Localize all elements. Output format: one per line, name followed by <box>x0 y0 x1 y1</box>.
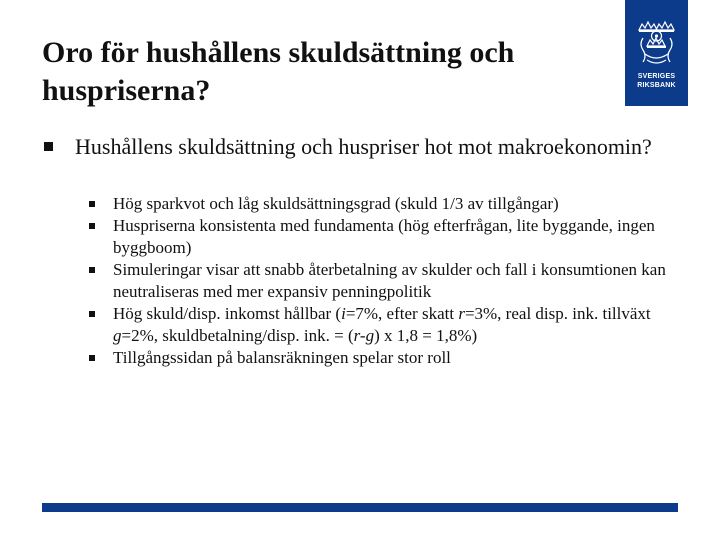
riksbank-logo <box>625 0 688 106</box>
list-item <box>89 193 689 215</box>
list-item <box>89 303 689 347</box>
square-bullet-icon <box>89 267 95 273</box>
logo-text-line1: SVERIGES <box>637 73 676 80</box>
list-item <box>89 259 689 303</box>
sub-bullet-text: Tillgångssidan på balansräkningen spelar stor roll <box>113 348 451 367</box>
variable-g: g <box>113 326 122 345</box>
sub-bullet-text: Simuleringar visar att snabb återbetalning av skulder och fall i konsumtionen kan neutraliseras med mer expansiv penningpolitik <box>113 260 666 301</box>
sub-bullet-text: Hög sparkvot och låg skuldsättningsgrad (skuld 1/3 av tillgångar) <box>113 194 559 213</box>
logo-text-line2: RIKSBANK <box>637 82 676 89</box>
list-item <box>89 347 689 369</box>
riksbank-crest-icon <box>625 0 688 72</box>
text-part: Hög skuld/disp. inkomst hållbar ( <box>113 304 342 323</box>
bottom-divider-bar <box>42 503 678 512</box>
sub-bullet-list <box>89 193 689 369</box>
text-part: ) x 1,8 = 1,8%) <box>374 326 478 345</box>
sub-bullet-text: Huspriserna konsistenta med fundamenta (hög efterfrågan, lite byggande, ingen byggboom) <box>113 216 655 257</box>
square-bullet-icon <box>89 355 95 361</box>
variable-i: i <box>341 304 346 323</box>
text-part: =2%, skuldbetalning/disp. ink. = ( <box>121 326 354 345</box>
main-bullet-text: Hushållens skuldsättning och huspriser hot mot makroekonomin? <box>75 134 652 159</box>
variable-r: r <box>458 304 465 323</box>
slide-title: Oro för hushållens skuldsättning och huspriserna? <box>42 36 515 107</box>
text-part: =7%, efter skatt <box>345 304 459 323</box>
square-bullet-icon <box>89 223 95 229</box>
variable-r-g: r-g <box>353 326 375 345</box>
text-part: =3%, real disp. ink. tillväxt <box>464 304 651 323</box>
sub-bullet-text-formula <box>113 303 689 347</box>
square-bullet-icon <box>44 142 53 151</box>
main-bullet <box>44 134 664 160</box>
square-bullet-icon <box>89 311 95 317</box>
square-bullet-icon <box>89 201 95 207</box>
list-item <box>89 215 689 259</box>
